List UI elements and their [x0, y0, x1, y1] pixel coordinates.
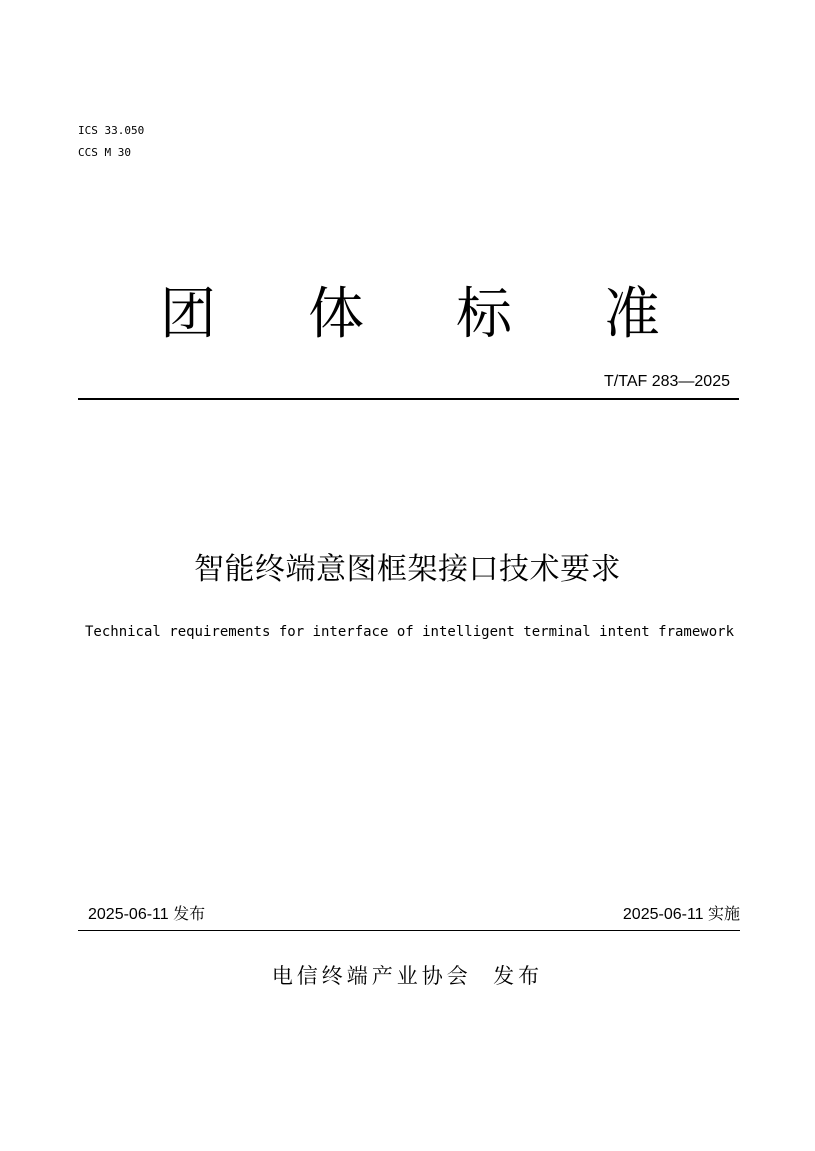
footer-divider: [78, 930, 740, 931]
document-title-english: Technical requirements for interface of intelligent terminal intent framework: [84, 624, 734, 640]
ics-code: ICS 33.050: [78, 124, 145, 137]
standard-type-char: 准: [604, 282, 660, 347]
standard-type-heading: [160, 280, 660, 350]
standard-type-char: 团: [160, 282, 216, 347]
ccs-code: CCS M 30: [78, 146, 131, 159]
publisher: 电信终端产业协会 发布: [271, 964, 544, 988]
issue-date: 2025-06-11 发布: [88, 906, 206, 923]
implementation-date: 2025-06-11 实施: [622, 906, 740, 923]
document-title-chinese: 智能终端意图框架接口技术要求: [194, 552, 621, 587]
standard-type-char: 体: [308, 282, 364, 347]
header-divider: [78, 398, 739, 400]
standard-number: T/TAF 283—2025: [604, 373, 730, 390]
standard-type-char: 标: [456, 282, 512, 347]
